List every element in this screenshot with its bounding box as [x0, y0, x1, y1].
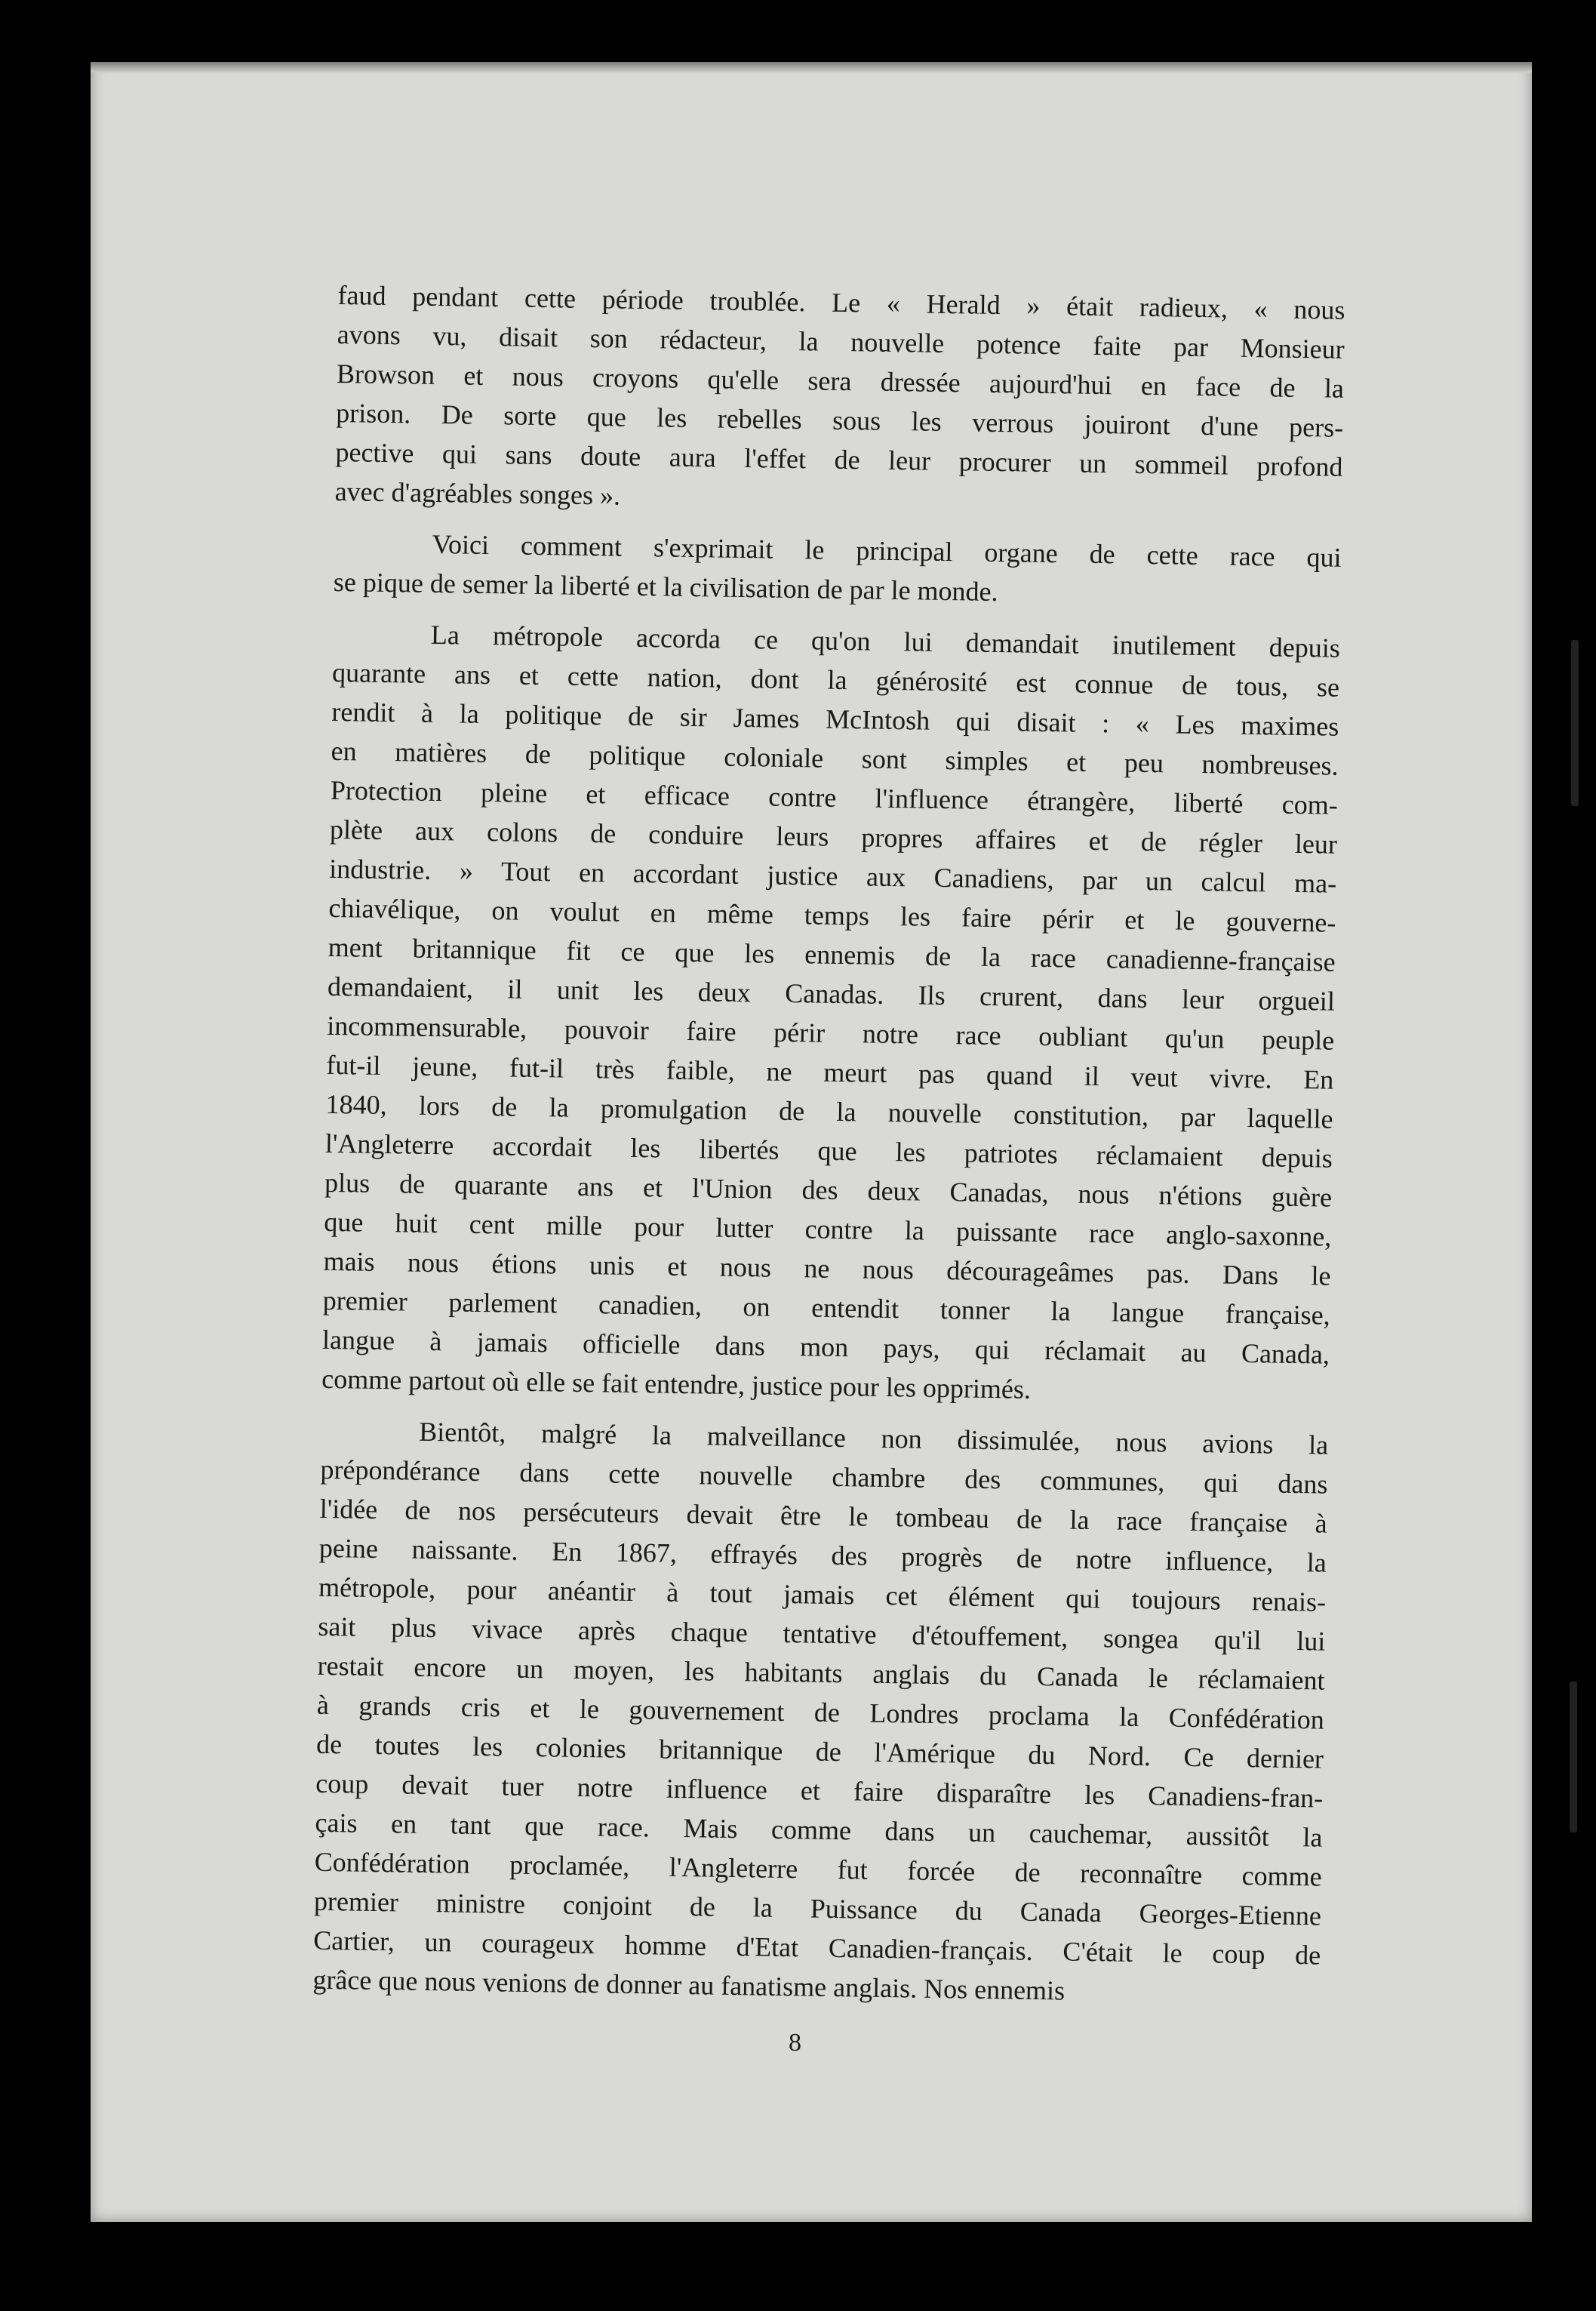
text-line: langue à jamais officielle dans mon pays, qui réclamait au Canada, — [321, 1324, 1330, 1370]
text-line: Protection pleine et efficace contre l'influence étrangère, liberté com- — [330, 774, 1339, 820]
text-line: en matières de politique coloniale sont simples et peu nombreuses. — [331, 735, 1339, 781]
text-line: Voici comment s'exprimait le principal organe de cette race qui — [432, 528, 1342, 573]
margin-mark-upper — [1571, 640, 1579, 806]
text-line: avons vu, disait son rédacteur, la nouvelle potence faite par Monsieur — [337, 318, 1345, 365]
text-line: premier parlement canadien, on entendit tonner la langue française, — [322, 1285, 1331, 1331]
text-line: pective qui sans doute aura l'effet de leur procurer un sommeil profond — [335, 436, 1343, 482]
page-number: 8 — [789, 2029, 801, 2057]
paragraph — [312, 1411, 1328, 2014]
text-line: ment britannique fit ce que les ennemis de la race canadienne-française — [328, 931, 1336, 977]
text-line: Browson et nous croyons qu'elle sera dressée aujourd'hui en face de la — [336, 358, 1345, 404]
text-line: çais en tant que race. Mais comme dans un cauchemar, aussitôt la — [315, 1807, 1323, 1853]
text-line: que huit cent mille pour lutter contre la puissante race anglo-saxonne, — [324, 1206, 1332, 1252]
text-line: grâce que nous venions de donner au fanatisme anglais. Nos ennemis — [312, 1964, 1066, 2006]
text-line: chiavélique, on voulut en même temps les faire périr et le gouverne- — [328, 892, 1336, 938]
text-line: quarante ans et cette nation, dont la générosité est connue de tous, se — [331, 657, 1340, 703]
paragraph — [334, 523, 1342, 617]
text-line: prépondérance dans cette nouvelle chambre des communes, qui dans — [320, 1454, 1328, 1500]
text-line: demandaient, il unit les deux Canadas. Ils crurent, dans leur orgueil — [327, 971, 1336, 1017]
text-line: faud pendant cette période troublée. Le « Herald » était radieux, « nous — [337, 279, 1345, 325]
text-line: restait encore un moyen, les habitants anglais du Canada le réclamaient — [317, 1650, 1325, 1696]
text-line: de toutes les colonies britannique de l'Amérique du Nord. Ce dernier — [315, 1728, 1324, 1774]
paragraph — [334, 275, 1345, 526]
text-line: Confédération proclamée, l'Angleterre fut forcée de reconnaître comme — [314, 1846, 1322, 1892]
text-line: Cartier, un courageux homme d'Etat Canadien-français. C'était le coup de — [312, 1925, 1321, 1971]
text-line: industrie. » Tout en accordant justice aux Canadiens, par un calcul ma- — [329, 853, 1337, 899]
text-line: peine naissante. En 1867, effrayés des progrès de notre influence, la — [318, 1532, 1327, 1578]
text-line: incommensurable, pouvoir faire périr notre race oubliant qu'un peuple — [326, 1010, 1335, 1056]
paragraph — [321, 614, 1340, 1414]
text-line: métropole, pour anéantir à tout jamais cet élément qui toujours renais- — [318, 1571, 1327, 1617]
text-line: avec d'agréables songes ». — [334, 475, 621, 511]
text-line: prison. De sorte que les rebelles sous les verrous jouiront d'une pers- — [336, 397, 1344, 443]
text-line: coup devait tuer notre influence et faire disparaître les Canadiens-fran- — [315, 1768, 1324, 1814]
text-line: plus de quarante ans et l'Union des deux Canadas, nous n'étions guère — [324, 1167, 1333, 1213]
text-line: mais nous étions unis et nous ne nous décourageâmes pas. Dans le — [323, 1245, 1331, 1291]
text-line: plète aux colons de conduire leurs propres affaires et de régler leur — [329, 814, 1338, 860]
paper-top-edge — [91, 62, 1532, 72]
text-line: 1840, lors de la promulgation de la nouvelle constitution, par laquelle — [325, 1088, 1333, 1134]
text-line: premier ministre conjoint de la Puissance du Canada Georges-Etienne — [313, 1885, 1322, 1931]
text-line: rendit à la politique de sir James McIntosh qui disait : « Les maximes — [331, 696, 1339, 742]
text-line: se pique de semer la liberté et la civilisation de par le monde. — [333, 566, 998, 608]
text-line: comme partout où elle se fait entendre, justice pour les opprimés. — [321, 1363, 1032, 1405]
text-line: fut-il jeune, fut-il très faible, ne meurt pas quand il veut vivre. En — [326, 1049, 1334, 1095]
text-line: La métropole accorda ce qu'on lui demandait inutilement depuis — [430, 619, 1341, 663]
text-line: à grands cris et le gouvernement de Londres proclama la Confédération — [316, 1689, 1325, 1735]
text-line: l'Angleterre accordait les libertés que les patriotes réclamaient depuis — [324, 1128, 1333, 1174]
margin-mark-lower — [1570, 1682, 1577, 1832]
body-text — [312, 275, 1345, 2026]
text-line: l'idée de nos persécuteurs devait être le tombeau de la race française à — [319, 1493, 1327, 1539]
text-line: sait plus vivace après chaque tentative d'étouffement, songea qu'il lui — [318, 1611, 1326, 1657]
text-line: Bientôt, malgré la malveillance non dissimulée, nous avions la — [418, 1416, 1329, 1460]
